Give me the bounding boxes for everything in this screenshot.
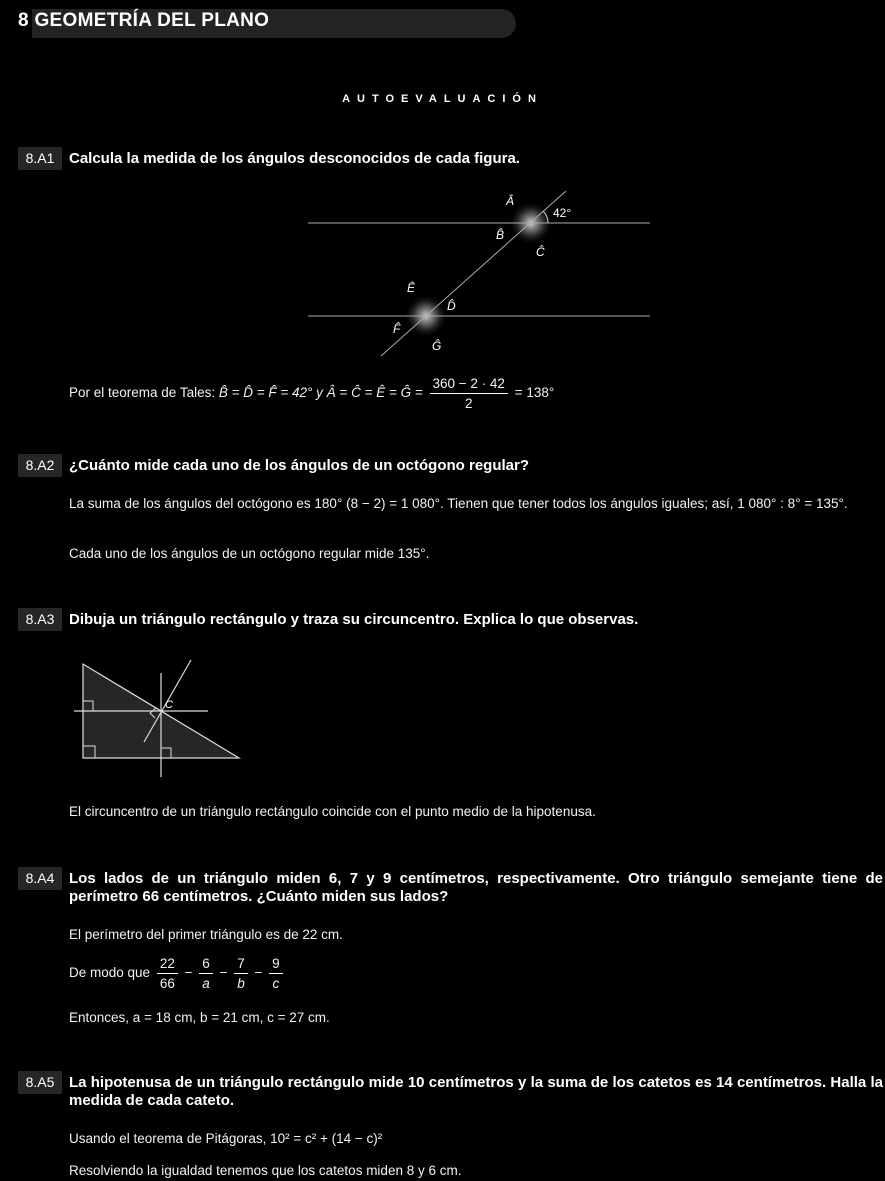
- angle-label-c: Ĉ: [536, 245, 545, 259]
- fraction-22-66: [157, 956, 178, 991]
- exercise-question-a4: Los lados de un triángulo miden 6, 7 y 9 centímetros, respectivamente. Otro triángulo semejante tiene de perímetro 66 centímetros. ¿Cuánto miden sus lados?: [69, 870, 883, 905]
- answer-a1-result: = 138°: [514, 385, 555, 401]
- answer-a4-line3: Entonces, a = 18 cm, b = 21 cm, c = 27 cm.: [69, 1010, 330, 1025]
- fraction-separator: −: [184, 965, 193, 981]
- right-triangle-figure: [70, 655, 250, 780]
- section-title: AUTOEVALUACIÓN: [342, 93, 543, 105]
- fraction-7-b: [234, 956, 248, 991]
- exercise-label-a1: 8.A1: [18, 147, 62, 170]
- exercise-question-a1: Calcula la medida de los ángulos desconocidos de cada figura.: [69, 150, 520, 167]
- exercise-question-a2: ¿Cuánto mide cada uno de los ángulos de un octógono regular?: [69, 457, 530, 474]
- angle-label-42: 42°: [553, 206, 572, 220]
- answer-a5-line1: Usando el teorema de Pitágoras, 10² = c² + (14 − c)²: [69, 1131, 383, 1146]
- exercise-question-a5: La hipotenusa de un triángulo rectángulo mide 10 centímetros y la suma de los catetos es 14 centímetros. Halla la medida de cada cateto.: [69, 1074, 883, 1109]
- exercise-label-a2: 8.A2: [18, 454, 62, 477]
- exercise-label-a3: 8.A3: [18, 608, 62, 631]
- fraction-separator: −: [219, 965, 228, 981]
- answer-a1-fraction: [430, 376, 508, 411]
- transversal-line: [381, 191, 566, 356]
- answer-a1-prefix: Por el teorema de Tales:: [69, 385, 216, 401]
- fraction-denominator: 2: [464, 396, 473, 411]
- answer-a1: [69, 376, 883, 411]
- parallel-lines-figure: [300, 185, 660, 360]
- fraction-numerator: 9: [269, 956, 283, 974]
- answer-a1-equation: B̂ = D̂ = F̂ = 42° y Â = Ĉ = Ê = Ĝ =: [218, 385, 423, 401]
- circumcenter-label: C: [165, 699, 173, 711]
- answer-a4-prefix: De modo que: [69, 965, 151, 981]
- exercise-label-a5: 8.A5: [18, 1071, 62, 1094]
- angle-label-d: D̂: [447, 299, 456, 313]
- fraction-denominator: c: [272, 976, 280, 991]
- fraction-6-a: [199, 956, 213, 991]
- answer-a4-line1: El perímetro del primer triángulo es de 22 cm.: [69, 927, 343, 942]
- answer-a5-line2: Resolviendo la igualdad tenemos que los catetos miden 8 y 6 cm.: [69, 1163, 462, 1178]
- answer-a3: El circuncentro de un triángulo rectángulo coincide con el punto medio de la hipotenusa.: [69, 804, 596, 819]
- fraction-numerator: 7: [234, 956, 248, 974]
- answer-a2-line2: Cada uno de los ángulos de un octógono regular mide 135°.: [69, 546, 430, 561]
- angle-label-a: Â: [506, 194, 515, 208]
- chapter-number: 8: [18, 10, 29, 31]
- chapter-name: GEOMETRÍA DEL PLANO: [34, 10, 270, 31]
- angle-label-f: F̂: [393, 322, 401, 336]
- answer-a2-line1: La suma de los ángulos del octógono es 180° (8 − 2) = 1 080°. Tienen que tener todos los ángulos iguales; así, 1 080° : 8° = 135°.: [69, 496, 848, 511]
- fraction-denominator: 66: [159, 976, 175, 991]
- angle-label-b: B̂: [496, 228, 505, 242]
- fraction-numerator: 360 − 2 · 42: [430, 376, 508, 394]
- angle-label-g: Ĝ: [432, 339, 442, 353]
- answer-a4-line2: [69, 956, 883, 991]
- exercise-label-a4: 8.A4: [18, 867, 62, 890]
- fraction-denominator: a: [202, 976, 210, 991]
- exercise-question-a3: Dibuja un triángulo rectángulo y traza su circuncentro. Explica lo que observas.: [69, 611, 639, 628]
- fraction-separator: −: [254, 965, 263, 981]
- fraction-numerator: 6: [199, 956, 213, 974]
- chapter-title: [18, 10, 269, 32]
- fraction-denominator: b: [237, 976, 245, 991]
- angle-label-e: Ê: [407, 281, 416, 295]
- fraction-9-c: [269, 956, 283, 991]
- fraction-numerator: 22: [157, 956, 178, 974]
